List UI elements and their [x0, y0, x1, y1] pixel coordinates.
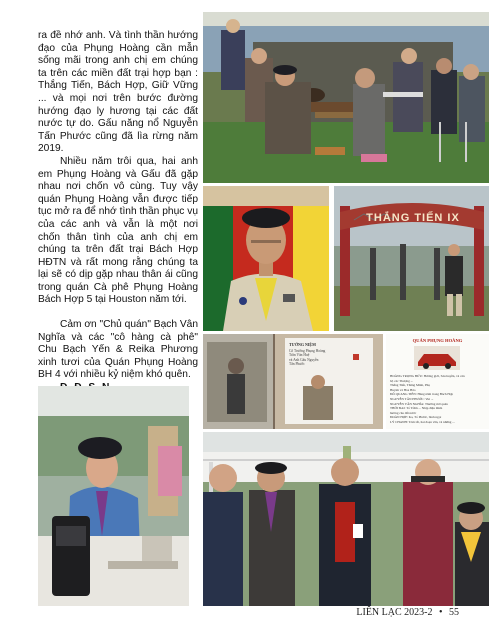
memorial-line: Trần Văn Huệ [289, 353, 310, 358]
board-line: bộ các Thượng ... [390, 378, 414, 383]
paragraph-1: ra đề nhớ anh. Và tình thần hướng đạo của Phụng Hoàng cần mẫn sống mãi trong anh chị em chúng ta trên các miền đất trại hợp bạn : Thắng Tiến, Bách Hợp, Giữ Vững ... và mọi nơi trên bước đường hướng đạo ly hương tại các đất nước tự do. Gấu năng nổ Nguyễn Tấn Phước cũng đã lìa rừng năm 2019. [38, 30, 198, 155]
page-footer [354, 607, 461, 618]
board-line: THỜI ĐAI: Tổ Trầm ... Nhịp điệu thiên [390, 406, 443, 411]
gate-banner-text: THẮNG TIẾN IX [366, 212, 460, 224]
board-line: Huynh và Hòa Hảo [390, 387, 416, 392]
photo-scout-group [203, 432, 489, 606]
board-title: QUÁN PHỤNG HOÀNG [412, 338, 463, 343]
board-line: HOÀNG TRỌNG BỬU: Hướng giới, Sáu huyền, và cán [390, 374, 465, 378]
photo-memorial-collage [203, 334, 383, 429]
photo-cafe-board [386, 334, 489, 429]
board-line: LÝ CHANH: Tóm tắt, hai đoạn văn, và những ... [390, 419, 455, 424]
board-car-image [414, 346, 460, 370]
board-line: ĐOÀN HỢP: Ka, Tổ Phước, binh ngọt [390, 415, 442, 420]
publication-name: LIÊN LẠC 2023-2 [356, 607, 433, 618]
photo-cafe-tent [203, 12, 489, 183]
board-line: hương của đất nước [390, 410, 417, 415]
paragraph-3: Cảm ơn "Chủ quán" Bạch Vân Nghĩa và các "cô hàng cà phê" Chu Bạch Yến & Reika Phương xinh tươi của Quán Phụng Hoàng BH 4 với nhiều kỷ niệm khó quên. [38, 319, 198, 381]
paragraph-2: Nhiều năm trôi qua, hai anh em Phụng Hoàng và Gấu đã gặp nhau nơi chốn vô cùng. Tuy vậy quán Phụng Hoàng vẫn được tiếp tục mở ra để nhớ tình thần phục vụ của các anh và vẫn là một nơi chốn thân tình của anh chị em chúng ta trên đất trại Bách Hợp HĐTN và rất mong rằng chúng ta lại sẽ có dịp gặp nhau thân ái cũng trong quán Cà phê Phụng Hoàng Bách Hợp 5 tại Houston năm tới. [38, 155, 198, 306]
article-text [38, 30, 198, 407]
board-line: ĐỖ QUANG TIÊN: Hàng năm trong Bách Hợp [390, 392, 454, 397]
photo-thang-tien-gate [334, 186, 489, 331]
memorial-card-text [289, 349, 347, 367]
memorial-line: Cố Trưởng Phụng Hoàng [289, 349, 326, 353]
photo-scout-portrait [203, 186, 329, 331]
board-line: NGUYỄN VĂN NGHĨA: Thường mở quán [390, 401, 448, 406]
footer-bullet: • [438, 607, 443, 618]
board-line: Thắng Tiến, Thăng Minh, Phụ [390, 383, 430, 388]
board-line: NGUYỄN TẤN PHƯỚC: Vui ... [390, 396, 434, 401]
memorial-card-title: TƯỞNG NIỆM [289, 342, 316, 347]
memorial-line: Tấn Phước [289, 362, 305, 367]
memorial-line: và Anh Gấu Nguyễn [289, 357, 319, 362]
page-number: 55 [449, 607, 459, 618]
board-text [390, 374, 486, 425]
photo-coffee-server [38, 386, 189, 606]
